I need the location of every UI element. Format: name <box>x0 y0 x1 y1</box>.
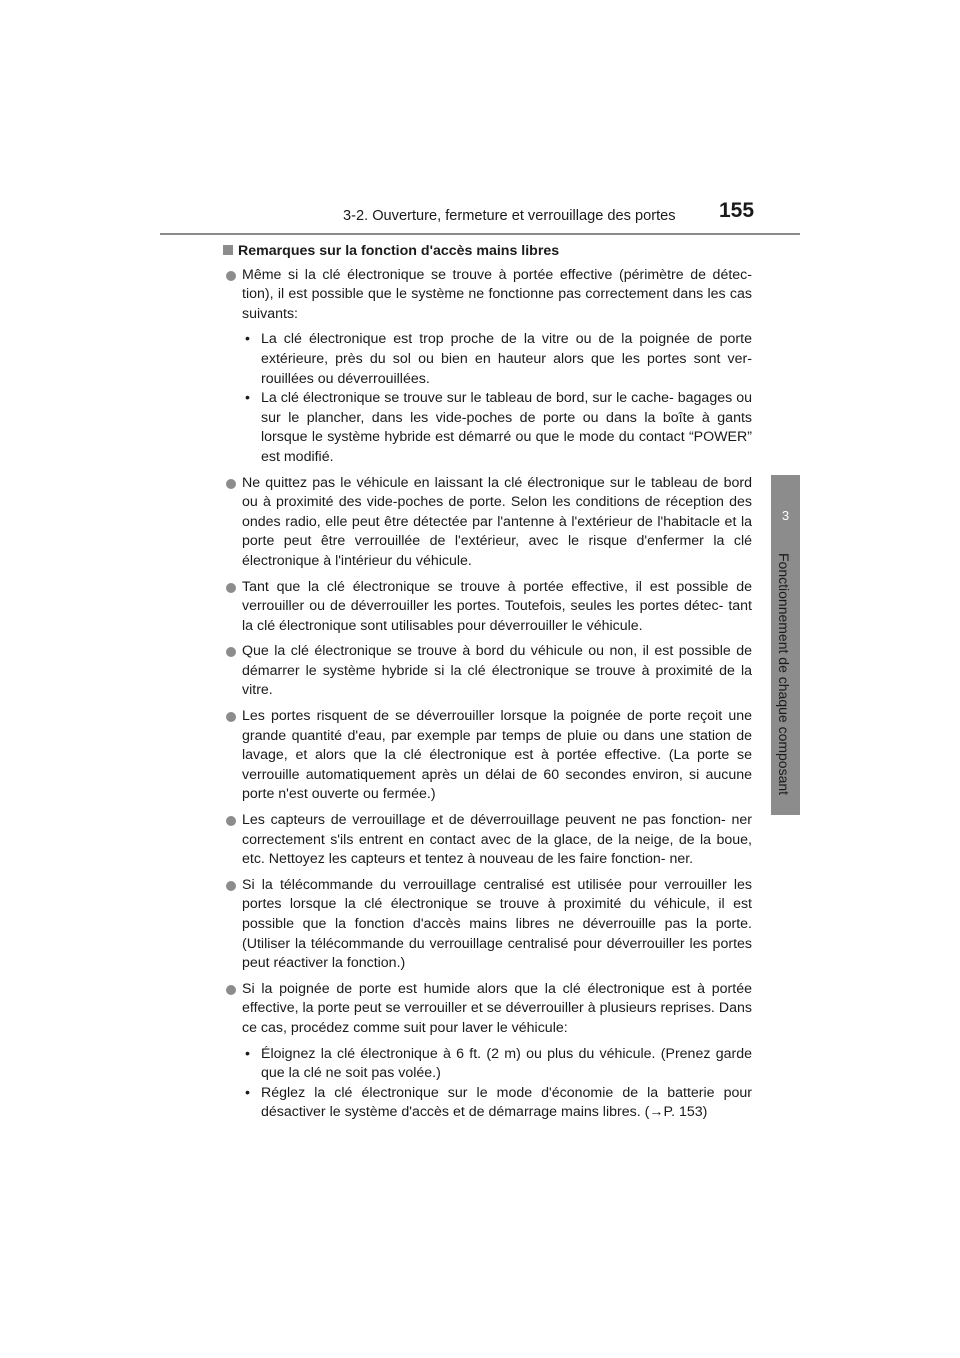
chapter-number: 3 <box>781 508 790 523</box>
note-text: Si la télécommande du verrouillage centralisé est utilisée pour verrouiller les portes lorsque la clé électronique se trouve à proximité du véhicule, il est possible que la fonction d'accès mains libres ne déverrouille pas la porte. (Utiliser la télécommande du verrouillage centralisé pour déverrouiller les portes peut réactiver la fonction.) <box>242 876 752 972</box>
sub-item <box>242 330 752 389</box>
note-item-4 <box>224 642 752 701</box>
dot-bullet-icon: • <box>245 1084 250 1101</box>
note-text: Même si la clé électronique se trouve à portée effective (périmètre de détec- tion), il est possible que le système ne fonctionne pas correctement dans les cas suivants: <box>242 266 752 322</box>
note-text: Les portes risquent de se déverrouiller lorsque la poignée de porte reçoit une grande quantité d'eau, par exemple par temps de pluie ou dans une station de lavage, et alors que la clé électronique est à portée effective. (La porte se verrouille automatiquement après un délai de 60 secondes environ, si aucune porte n'est ouverte ou fermée.) <box>242 708 752 803</box>
sub-list <box>242 330 752 467</box>
sub-item-text: Éloignez la clé électronique à 6 ft. (2 m) ou plus du véhicule. (Prenez garde que la clé ne soit pas volée.) <box>261 1045 752 1082</box>
dot-bullet-icon: • <box>245 331 250 348</box>
sub-item <box>242 1045 752 1084</box>
note-item-1 <box>224 266 752 468</box>
sub-item <box>242 1084 752 1123</box>
sub-item-text: Réglez la clé électronique sur le mode d'économie de la batterie pour désactiver le système d'accès et de démarrage mains libres. (→P. 153) <box>261 1084 752 1121</box>
circle-bullet-icon <box>226 479 236 489</box>
note-item-2 <box>224 474 752 572</box>
note-item-5 <box>224 707 752 805</box>
note-item-3 <box>224 578 752 637</box>
sub-item-text: La clé électronique est trop proche de la vitre ou de la poignée de porte extérieure, près du sol ou bien en hauteur alors que les portes sont ver- rouillées ou déverrouillées. <box>261 331 752 387</box>
section-title: 3-2. Ouverture, fermeture et verrouillage des portes <box>343 208 676 224</box>
note-item-7 <box>224 876 752 974</box>
note-text: Que la clé électronique se trouve à bord du véhicule ou non, il est possible de démarrer le système hybride si la clé électronique se trouve à proximité de la vitre. <box>242 643 752 699</box>
header-divider <box>160 233 800 235</box>
note-text: Si la poignée de porte est humide alors que la clé électronique est à portée effective, la porte peut se verrouiller et se déverrouiller à plusieurs reprises. Dans ce cas, procédez comme suit pour laver le véhicule: <box>242 980 752 1036</box>
dot-bullet-icon: • <box>245 1045 250 1062</box>
sub-item <box>242 389 752 467</box>
circle-bullet-icon <box>226 583 236 593</box>
circle-bullet-icon <box>226 271 236 281</box>
circle-bullet-icon <box>226 647 236 657</box>
note-text: Tant que la clé électronique se trouve à portée effective, il est possible de verrouiller ou de déverrouiller les portes. Toutefois, seules les portes détec- tant la clé électronique sont utilisables pour déverrouiller le véhicule. <box>242 578 752 634</box>
dot-bullet-icon: • <box>245 390 250 407</box>
section-heading <box>223 242 751 262</box>
main-content <box>224 242 752 1129</box>
circle-bullet-icon <box>226 881 236 891</box>
circle-bullet-icon <box>226 816 236 826</box>
sub-list <box>242 1045 752 1123</box>
circle-bullet-icon <box>226 712 236 722</box>
note-text: Ne quittez pas le véhicule en laissant la clé électronique sur le tableau de bord ou à proximité des vide-poches de porte. Selon les conditions de réception des ondes radio, elle peut être détectée par l'antenne à l'extérieur de l'habitacle et la porte peut être verrouillée de l'extérieur, avec le risque d'enfermer la clé électronique à l'intérieur du véhicule. <box>242 474 752 569</box>
sub-item-text: La clé électronique se trouve sur le tableau de bord, sur le cache- bagages ou sur le plancher, dans les vide-poches de porte ou dans la boîte à gants lorsque le système hybride est démarré ou que le mode du contact “POWER” est modifié. <box>261 390 752 465</box>
section-heading-text: Remarques sur la fonction d'accès mains libres <box>238 243 560 259</box>
circle-bullet-icon <box>226 985 236 995</box>
note-item-8 <box>224 980 752 1123</box>
note-text: Les capteurs de verrouillage et de déverrouillage peuvent ne pas fonction- ner correctement s'ils entrent en contact avec de la glace, de la neige, de la boue, etc. Nettoyez les capteurs et tentez à nouveau de les faire fonction- ner. <box>242 812 752 868</box>
square-bullet-icon <box>223 245 233 255</box>
note-item-6 <box>224 811 752 870</box>
chapter-title: Fonctionnement de chaque composant <box>776 553 792 796</box>
page-number: 155 <box>719 199 755 222</box>
